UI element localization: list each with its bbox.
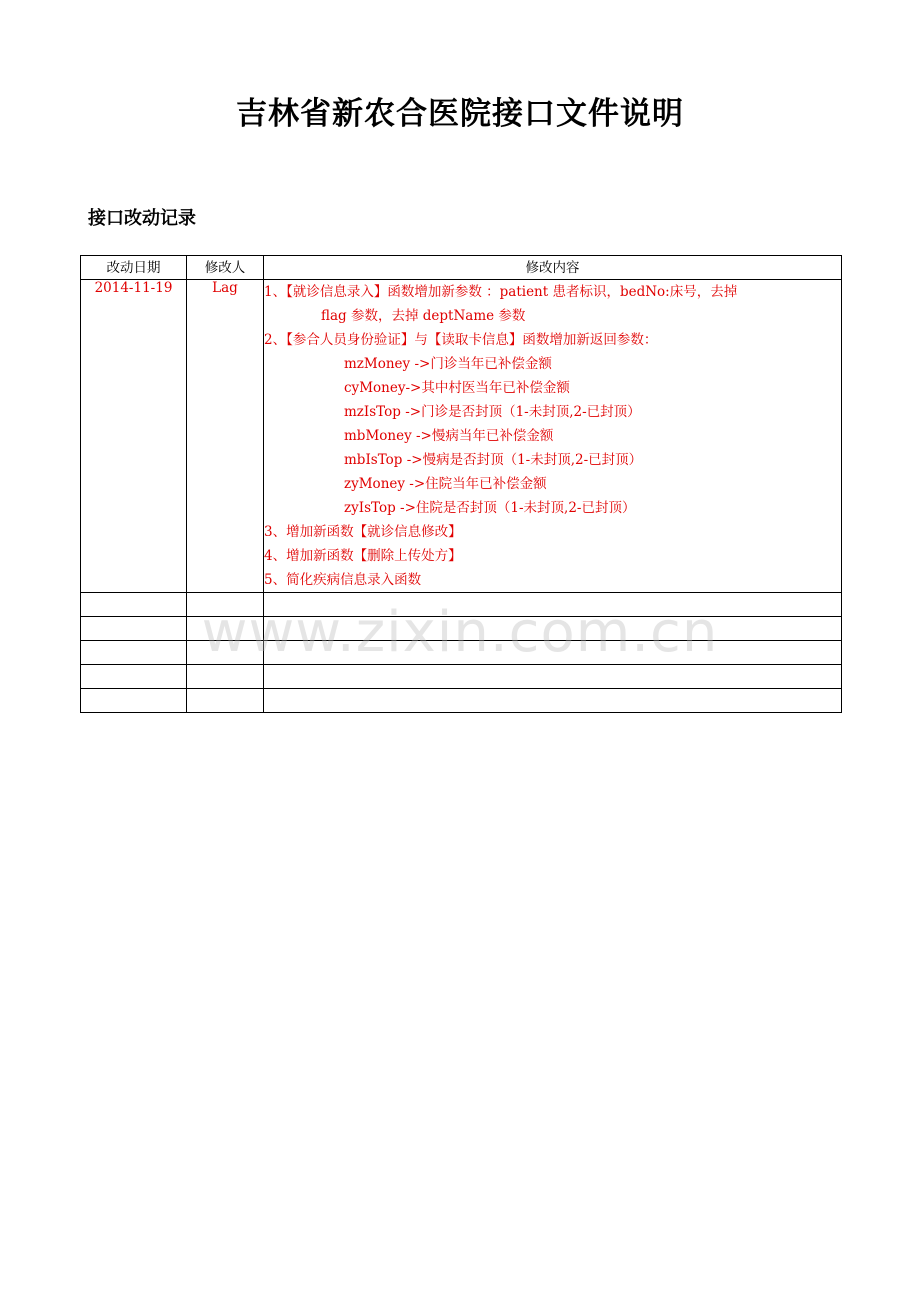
content-line: cyMoney->其中村医当年已补偿金额 (344, 380, 570, 396)
empty-cell (264, 689, 842, 713)
watermark: www.zixin.com.cn (201, 600, 719, 665)
empty-cell (187, 665, 264, 689)
empty-cell (81, 593, 187, 617)
empty-cell (187, 593, 264, 617)
empty-cell (81, 665, 187, 689)
empty-table-row (81, 593, 842, 617)
content-line: mbIsTop ->慢病是否封顶（1-未封顶,2-已封顶） (344, 452, 643, 468)
header-content: 修改内容 (264, 256, 842, 280)
section-heading: 接口改动记录 (88, 208, 196, 229)
empty-cell (81, 641, 187, 665)
header-person: 修改人 (187, 256, 264, 280)
content-line: 2、【参合人员身份验证】与【读取卡信息】函数增加新返回参数： (264, 332, 658, 348)
table-row (81, 280, 842, 593)
content-line: mzIsTop ->门诊是否封顶（1-未封顶,2-已封顶） (344, 404, 641, 420)
content-line: 1、【就诊信息录入】函数增加新参数 ：patient 患者标识，bedNo:床号，去掉 (264, 284, 738, 300)
empty-cell (187, 641, 264, 665)
content-line: mbMoney ->慢病当年已补偿金额 (344, 428, 554, 444)
empty-cell (81, 617, 187, 641)
content-line: flag 参数，去掉 deptName 参数 (321, 308, 526, 324)
empty-cell (264, 665, 842, 689)
content-line: zyIsTop ->住院是否封顶（1-未封顶,2-已封顶） (344, 500, 636, 516)
header-date: 改动日期 (81, 256, 187, 280)
empty-table-row (81, 689, 842, 713)
empty-cell (264, 641, 842, 665)
content-line: 3、增加新函数【就诊信息修改】 (264, 524, 462, 540)
content-line: 5、简化疾病信息录入函数 (264, 572, 422, 588)
content-line: zyMoney ->住院当年已补偿金额 (344, 476, 547, 492)
empty-cell (187, 617, 264, 641)
table-header-row (81, 256, 842, 280)
content-line: 4、增加新函数【删除上传处方】 (264, 548, 462, 564)
empty-cell (81, 689, 187, 713)
content-line: mzMoney ->门诊当年已补偿金额 (344, 356, 552, 372)
empty-table-row (81, 617, 842, 641)
empty-cell (187, 689, 264, 713)
entry-content (264, 280, 842, 593)
empty-table-row (81, 641, 842, 665)
entry-date: 2014-11-19 (81, 280, 187, 593)
document-title: 吉林省新农合医院接口文件说明 (236, 96, 684, 132)
empty-cell (264, 593, 842, 617)
change-log-table (80, 255, 842, 713)
empty-table-row (81, 665, 842, 689)
entry-person: Lag (187, 280, 264, 593)
empty-cell (264, 617, 842, 641)
